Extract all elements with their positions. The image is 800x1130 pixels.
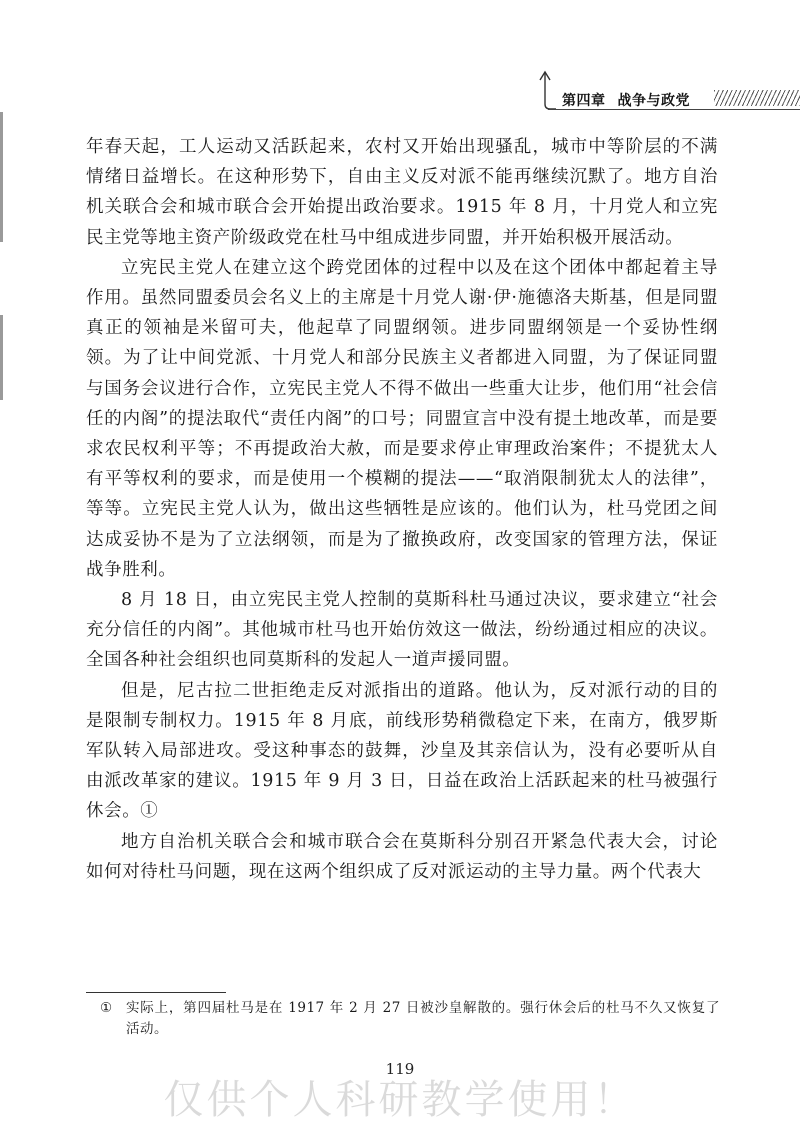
- page-edge-mark: [0, 315, 3, 400]
- footnote: [100, 998, 720, 1040]
- page-number: 119: [385, 1060, 415, 1078]
- footnote-separator: [86, 992, 226, 993]
- up-arrow-icon: [536, 70, 556, 110]
- paragraph: 地方自治机关联合会和城市联合会在莫斯科分别召开紧急代表大会，讨论如何对待杜马问题，现在这两个组织成了反对派运动的主导力量。两个代表大: [86, 831, 718, 882]
- chapter-number: 第四章: [562, 93, 606, 109]
- paragraph: 年春天起，工人运动又活跃起来，农村又开始出现骚乱，城市中等阶层的不满情绪日益增长。在这种形势下，自由主义反对派不能再继续沉默了。地方自治机关联合会和城市联合会开始提出政治要求。1915 年 8 月，十月党人和立宪民主党等地主资产阶级政党在杜马中组成进步同盟，并开始积极开展活动。: [86, 137, 718, 248]
- body-text: [86, 132, 718, 887]
- footnote-marker: ①: [100, 1000, 113, 1016]
- paragraph: 立宪民主党人在建立这个跨党团体的过程中以及在这个团体中都起着主导作用。虽然同盟委员会名义上的主席是十月党人谢·伊·施德洛夫斯基，但是同盟真正的领袖是米留可夫，他起草了同盟纲领。进步同盟纲领是一个妥协性纲领。为了让中间党派、十月党人和部分民族主义者都进入同盟，为了保证同盟与国务会议进行合作，立宪民主党人不得不做出一些重大让步，他们用“社会信任的内阁”的提法取代“责任内阁”的口号；同盟宣言中没有提土地改革，而是要求农民权利平等；不再提政治大赦，而是要求停止审理政治案件；不提犹太人有平等权利的要求，而是使用一个模糊的提法——“取消限制犹太人的法律”，等等。立宪民主党人认为，做出这些牺牲是应该的。他们认为，杜马党团之间达成妥协不是为了立法纲领，而是为了撤换政府，改变国家的管理方法，保证战争胜利。: [86, 257, 718, 580]
- watermark: 仅供个人科研教学使用！: [163, 1077, 637, 1123]
- paragraph: 8 月 18 日，由立宪民主党人控制的莫斯科杜马通过决议，要求建立“社会充分信任的内阁”。其他城市杜马也开始仿效这一做法，纷纷通过相应的决议。全国各种社会组织也同莫斯科的发起人一道声援同盟。: [86, 590, 718, 671]
- chapter-title: 战争与政党: [617, 93, 690, 109]
- running-header: [536, 70, 800, 110]
- chapter-heading: [562, 90, 690, 110]
- footnote-text: 实际上，第四届杜马是在 1917 年 2 月 27 日被沙皇解散的。强行休会后的杜马不久又恢复了活动。: [126, 1000, 720, 1037]
- paragraph: 但是，尼古拉二世拒绝走反对派指出的道路。他认为，反对派行动的目的是限制专制权力。1915 年 8 月底，前线形势稍微稳定下来，在南方，俄罗斯军队转入局部进攻。受这种事态的鼓舞，沙皇及其亲信认为，没有必要听从自由派改革家的建议。1915 年 9 月 3 日，日益在政治上活跃起来的杜马被强行休会。①: [86, 680, 718, 822]
- header-hatch-decoration: [714, 90, 800, 106]
- header-rule: [548, 109, 800, 110]
- page-edge-mark: [0, 112, 3, 242]
